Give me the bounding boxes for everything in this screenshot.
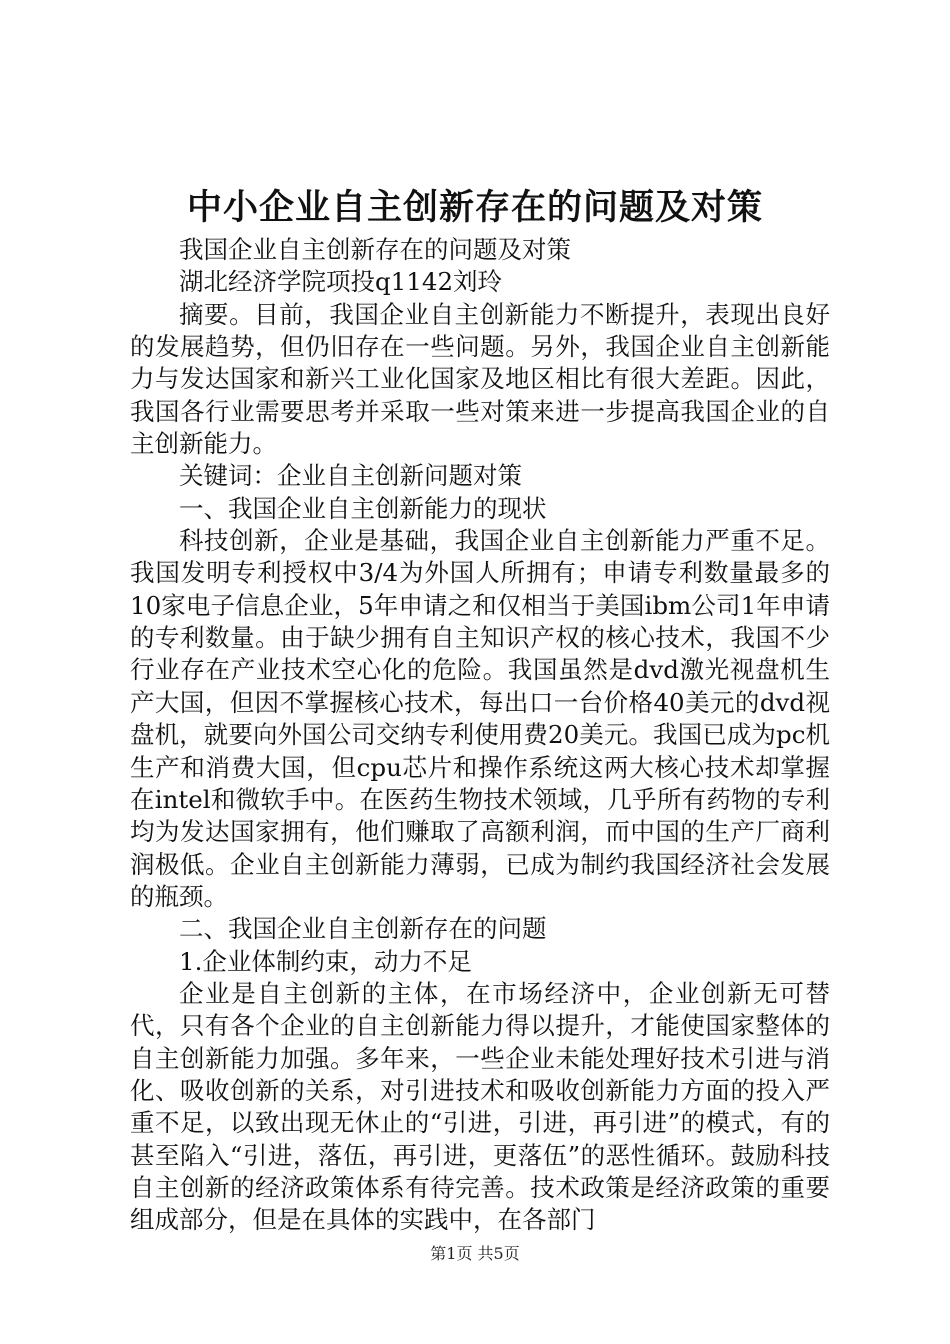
document-body (130, 234, 830, 1237)
author-line: 湖北经济学院项投q1142刘玲 (179, 267, 503, 297)
keywords-line: 关键词：企业自主创新问题对策 (179, 461, 522, 491)
section-heading-2: 二、我国企业自主创新存在的问题 (179, 914, 547, 944)
page-number: 第1页 共5页 (430, 1244, 520, 1263)
subtitle-paragraph: 我国企业自主创新存在的问题及对策 (179, 235, 571, 264)
body-paragraph-2: 企业是自主创新的主体，在市场经济中，企业创新无可替代，只有各个企业的自主创新能力得以提升，才能使国家整体的自主创新能力加强。多年来，一些企业未能处理好技术引进与消化、吸收创新的关系，对引进技术和吸收创新能力方面的投入严重不足，以致出现无休止的“引进，引进，再引进”的模式，有的甚至陷入“引进，落伍，再引进，更落伍”的恶性循环。鼓励科技自主创新的经济政策体系有待完善。技术政策是经济政策的重要组成部分，但是在具体的实践中，在各部门 (130, 978, 830, 1235)
document-title: 中小企业自主创新存在的问题及对策 (186, 187, 763, 228)
body-paragraph-1: 科技创新，企业是基础，我国企业自主创新能力严重不足。我国发明专利授权中3/4为外国人所拥有；申请专利数量最多的10家电子信息企业，5年申请之和仅相当于美国ibm公司1年申请的专利数量。由于缺少拥有自主知识产权的核心技术，我国不少行业存在产业技术空心化的危险。我国虽然是dvd激光视盘机生产大国，但因不掌握核心技术，每出口一台价格40美元的dvd视盘机，就要向外国公司交纳专利使用费20美元。我国已成为pc机生产和消费大国，但cpu芯片和操作系统这两大核心技术却掌握在intel和微软手中。在医药生物技术领域，几乎所有药物的专利均为发达国家拥有，他们赚取了高额利润，而中国的生产厂商利润极低。企业自主创新能力薄弱，已成为制约我国经济社会发展的瓶颈。 (130, 526, 830, 911)
abstract-paragraph: 摘要。目前，我国企业自主创新能力不断提升，表现出良好的发展趋势，但仍旧存在一些问题。另外，我国企业自主创新能力与发达国家和新兴工业化国家及地区相比有很大差距。因此，我国各行业需要思考并采取一些对策来进一步提高我国企业的自主创新能力。 (130, 299, 830, 459)
section-heading-1: 一、我国企业自主创新能力的现状 (179, 493, 547, 523)
subsection-heading-1: 1.企业体制约束，动力不足 (179, 946, 472, 976)
